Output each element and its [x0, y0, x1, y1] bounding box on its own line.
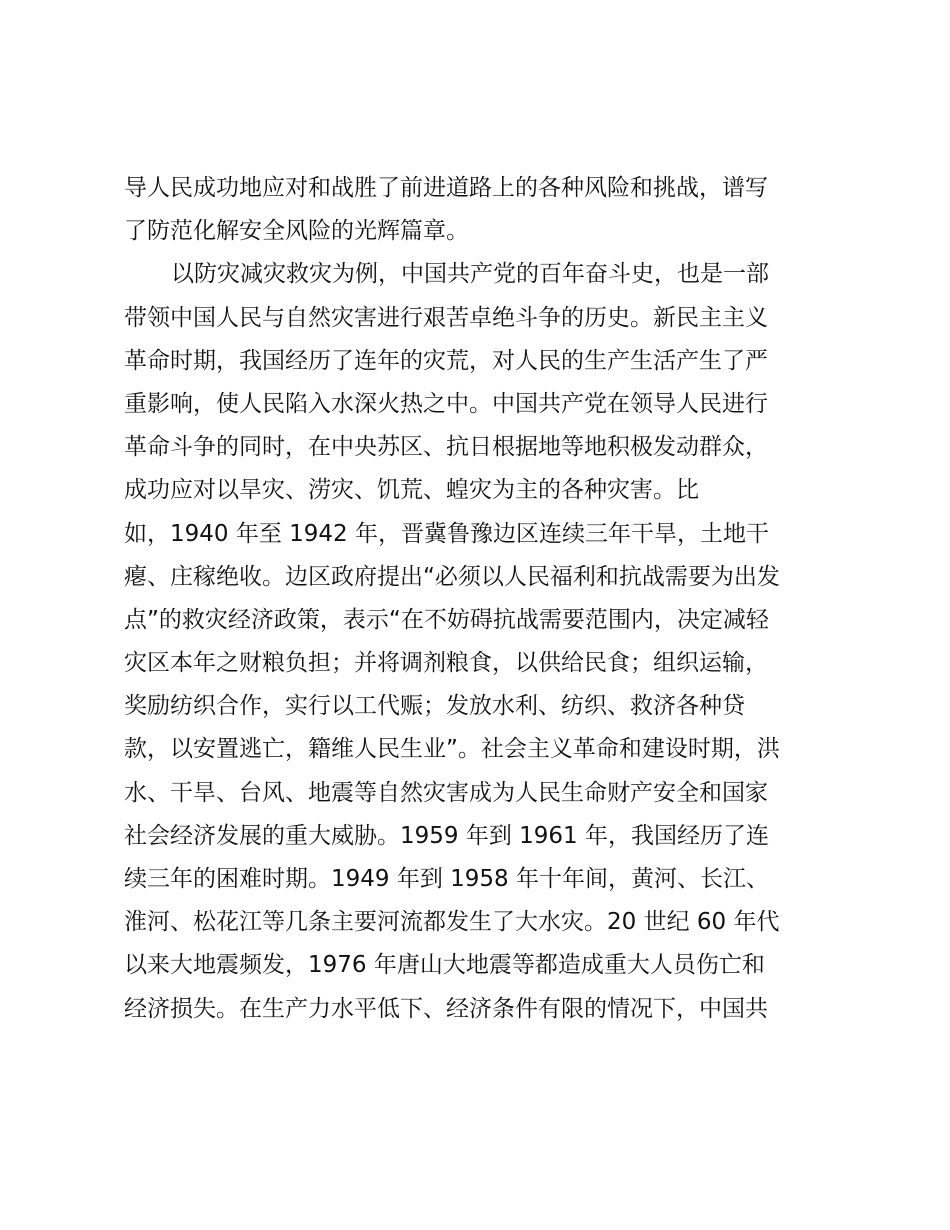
- text-line: 成功应对以旱灾、涝灾、饥荒、蝗灾为主的各种灾害。比: [124, 477, 699, 504]
- text-line: 以来大地震频发，1976 年唐山大地震等都造成重大人员伤亡和: [124, 952, 765, 979]
- text-line: 水、干旱、台风、地震等自然灾害成为人民生命财产安全和国家: [124, 779, 768, 806]
- text-line: 如，1940 年至 1942 年，晋冀鲁豫边区连续三年干旱，土地干: [124, 520, 769, 547]
- text-line: 革命时期，我国经历了连年的灾荒，对人民的生产生活产生了严: [124, 347, 768, 374]
- text-line: 灾区本年之财粮负担；并将调剂粮食，以供给民食；组织运输，: [124, 650, 768, 677]
- text-line: 奖励纺织合作，实行以工代赈；发放水利、纺织、救济各种贷: [124, 693, 745, 720]
- text-line: 点”的救灾经济政策，表示“在不妨碍抗战需要范围内，决定减轻: [124, 606, 769, 633]
- text-line: 社会经济发展的重大威胁。1959 年到 1961 年，我国经历了连: [124, 822, 769, 849]
- text-line: 革命斗争的同时，在中央苏区、抗日根据地等地积极发动群众，: [124, 434, 768, 461]
- text-line: 瘪、庄稼绝收。边区政府提出“必须以人民福利和抗战需要为出发: [124, 563, 780, 590]
- text-line: 导人民成功地应对和战胜了前进道路上的各种风险和挑战，谱写: [124, 175, 768, 201]
- text-line: 了防范化解安全风险的光辉篇章。: [124, 218, 469, 245]
- text-line: 淮河、松花江等几条主要河流都发生了大水灾。20 世纪 60 年代: [124, 909, 780, 936]
- paragraph-first-line: 以防灾减灾救灾为例，中国共产党的百年奋斗史，也是一部: [171, 261, 769, 288]
- text-line: 重影响，使人民陷入水深火热之中。中国共产党在领导人民进行: [124, 390, 768, 417]
- text-line: 款，以安置逃亡，籍维人民生业”。社会主义革命和建设时期，洪: [124, 736, 780, 763]
- text-line: 续三年的困难时期。1949 年到 1958 年十年间，黄河、长江、: [124, 866, 769, 892]
- text-line: 带领中国人民与自然灾害进行艰苦卓绝斗争的历史。新民主主义: [124, 304, 768, 331]
- text-line: 经济损失。在生产力水平低下、经济条件有限的情况下，中国共: [124, 995, 768, 1022]
- body-text: [124, 167, 844, 1031]
